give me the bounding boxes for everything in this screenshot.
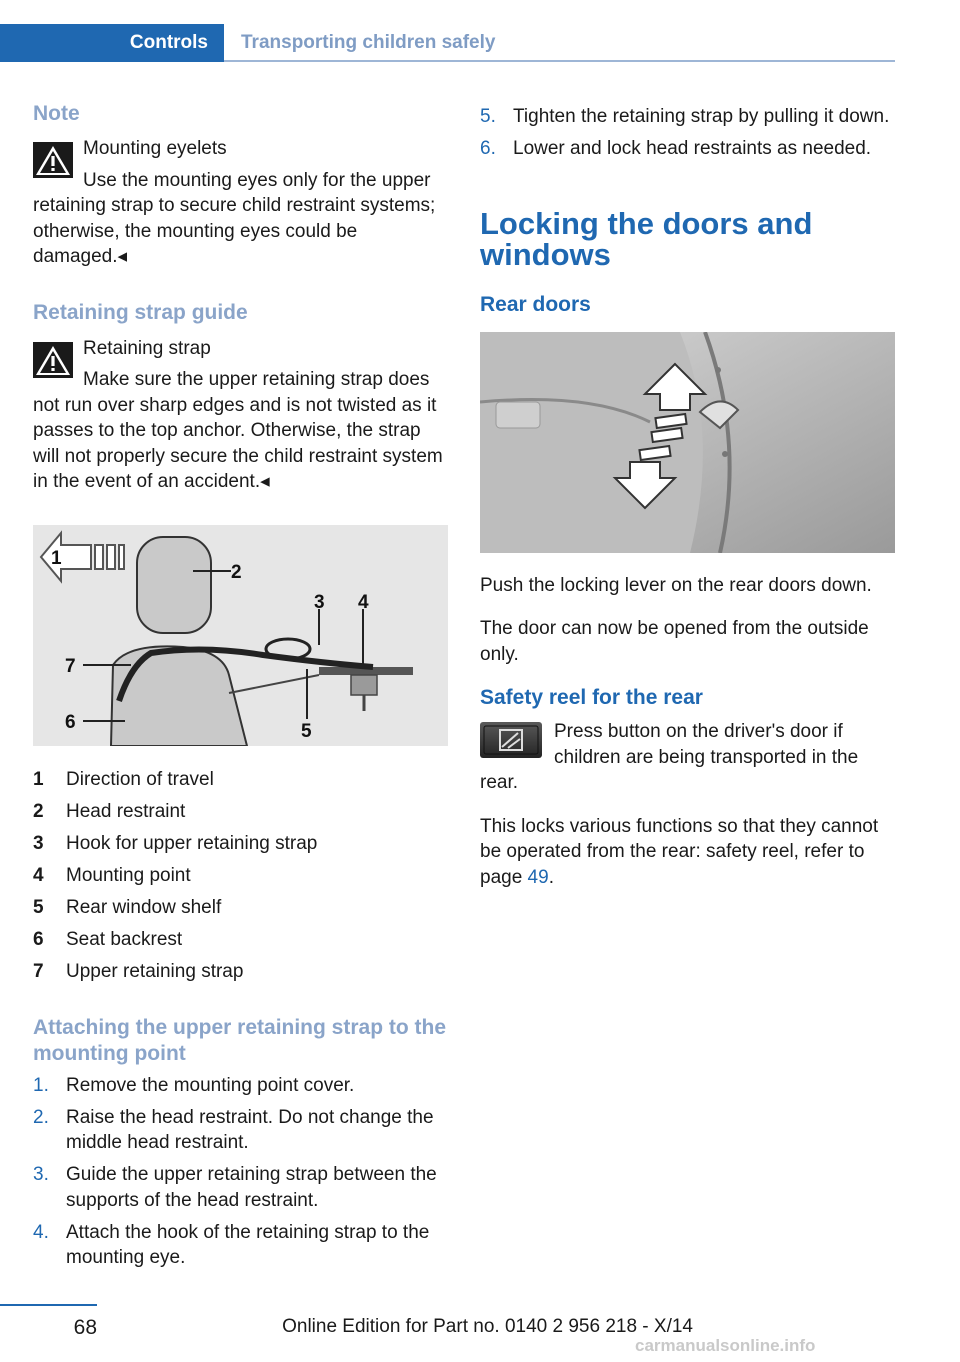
outside-text: The door can now be opened from the outside only.	[480, 618, 869, 665]
attach-heading: Attaching the upper retaining strap to the mounting point	[33, 1015, 447, 1065]
section-heading: Locking the doors and windows	[480, 206, 813, 272]
legend-text: Hook for upper retaining strap	[66, 833, 318, 854]
push-text: Push the locking lever on the rear doors down.	[480, 574, 872, 596]
window-lock-button-icon	[480, 722, 542, 758]
step-text: Remove the mounting point cover.	[66, 1074, 355, 1096]
step-number: 3.	[33, 1164, 49, 1185]
header-rule	[224, 60, 895, 62]
figure-label-6: 6	[65, 711, 76, 733]
legend-text: Rear window shelf	[66, 897, 222, 918]
legend-num: 5	[33, 897, 44, 918]
note-title: Mounting eyelets	[83, 138, 227, 159]
guide-text: Make sure the upper retaining strap does not run over sharp edges and is not twisted as it passes to the top anchor. Otherwise, the strap will not properly secure the child restraint system in the event of an accident.◂	[33, 369, 443, 492]
figure-label-4: 4	[358, 591, 369, 613]
step-number: 2.	[33, 1106, 49, 1128]
step-number: 6.	[480, 138, 496, 159]
legend-num: 7	[33, 961, 44, 982]
figure-label-1: 1	[51, 547, 62, 569]
step-text: Lower and lock head restraints as needed.	[513, 138, 872, 159]
rear-doors-heading: Rear doors	[480, 293, 591, 316]
guide-warning	[33, 336, 448, 495]
list-item	[33, 1105, 448, 1156]
legend-num: 4	[33, 865, 44, 886]
left-column	[33, 100, 448, 1277]
safety-block	[480, 719, 895, 796]
note-heading: Note	[33, 102, 80, 125]
step-number: 1.	[33, 1074, 49, 1096]
page-header	[0, 24, 895, 62]
locks-text: This locks various functions so that they cannot be operated from the rear: safety reel, refer to page	[480, 815, 879, 888]
step-text: Tighten the retaining strap by pulling it down.	[513, 106, 890, 127]
watermark: carmanualsonline.info	[635, 1336, 816, 1355]
edition-text: Online Edition for Part no. 0140 2 956 218 - X/14	[282, 1316, 693, 1337]
legend-text: Upper retaining strap	[66, 961, 244, 982]
retaining-strap-figure	[33, 525, 448, 746]
header-section-tab[interactable]: Controls	[0, 24, 224, 62]
list-item	[480, 136, 895, 162]
step-text: Guide the upper retaining strap between the supports of the head restraint.	[66, 1164, 437, 1211]
right-column	[480, 100, 895, 890]
figure-label-2: 2	[231, 561, 242, 583]
footer-rule	[0, 1304, 97, 1306]
figure-label-5: 5	[301, 720, 312, 742]
list-item	[33, 1220, 448, 1271]
legend-num: 2	[33, 801, 44, 822]
legend-text: Seat backrest	[66, 929, 183, 950]
legend-num: 3	[33, 833, 44, 854]
locks-paragraph	[480, 814, 895, 891]
header-topic[interactable]: Transporting children safely	[241, 32, 496, 53]
legend-num: 6	[33, 929, 44, 950]
continued-steps	[480, 104, 895, 162]
step-number: 5.	[480, 106, 496, 127]
legend-text: Head restraint	[66, 801, 186, 822]
note-text: Use the mounting eyes only for the upper retaining strap to secure child restraint systems; otherwise, the mounting eyes could be damaged.◂	[33, 169, 436, 267]
legend-text: Mounting point	[66, 865, 191, 886]
page-reference-link[interactable]: 49	[527, 866, 549, 888]
attach-steps	[33, 1073, 448, 1271]
note-warning	[33, 136, 448, 270]
list-item	[33, 1162, 448, 1213]
guide-title: Retaining strap	[83, 337, 211, 359]
figure-legend	[33, 767, 448, 985]
rear-door-lock-figure	[480, 332, 895, 553]
list-item	[480, 104, 895, 130]
step-number: 4.	[33, 1221, 49, 1243]
safety-heading: Safety reel for the rear	[480, 686, 703, 709]
step-text: Raise the head restraint. Do not change the middle head restraint.	[66, 1106, 434, 1153]
legend-num: 1	[33, 769, 44, 790]
legend-text: Direction of travel	[66, 769, 214, 790]
warning-icon	[33, 342, 73, 378]
figure-label-3: 3	[314, 591, 325, 613]
figure-label-7: 7	[65, 655, 76, 677]
guide-heading: Retaining strap guide	[33, 300, 248, 324]
warning-icon	[33, 142, 73, 178]
locks-text-end: .	[548, 866, 554, 888]
list-item	[33, 1073, 448, 1099]
step-text: Attach the hook of the retaining strap to the mounting eye.	[66, 1221, 430, 1268]
safety-text: Press button on the driver's door if children are being transported in the rear.	[480, 721, 859, 793]
page-number: 68	[73, 1316, 97, 1339]
